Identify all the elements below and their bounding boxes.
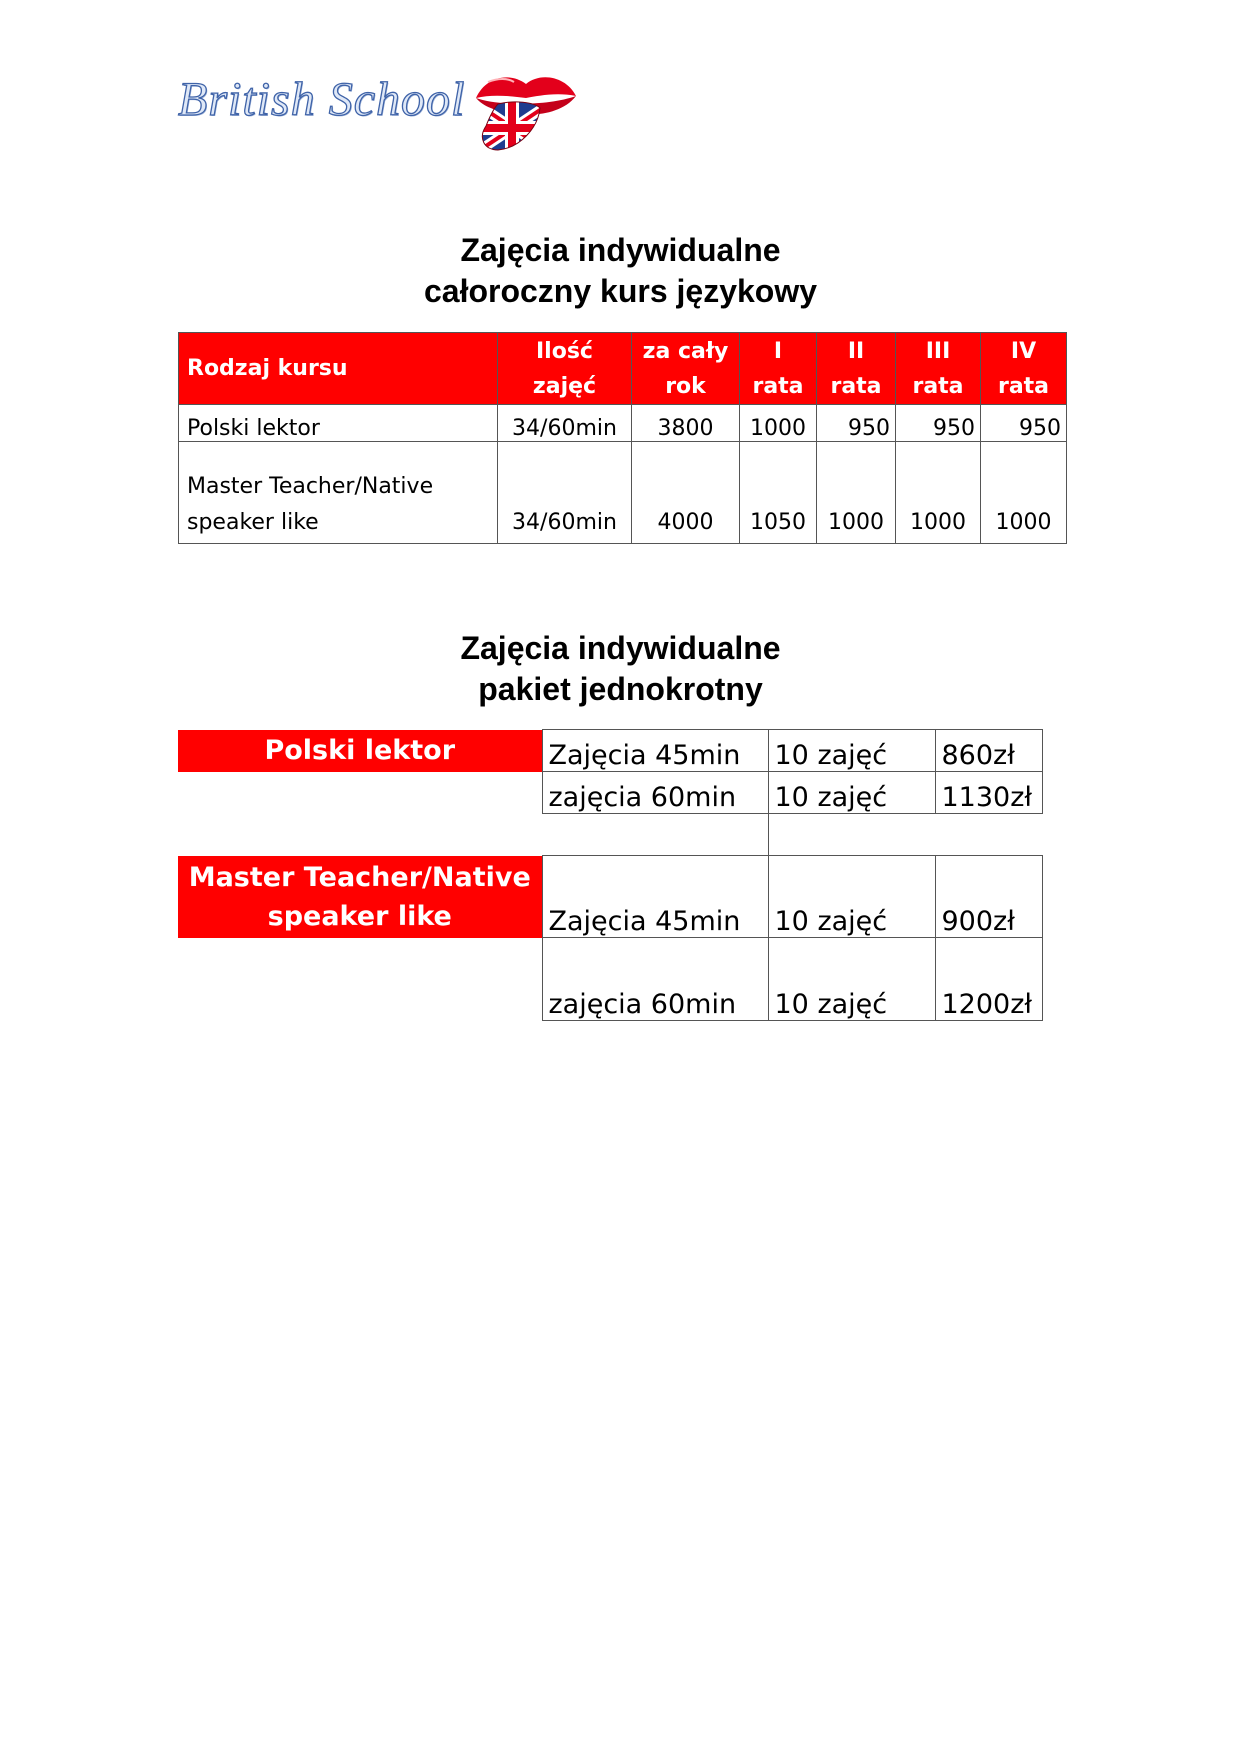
annual-course-price-table bbox=[178, 332, 1067, 544]
installment-2-price: 950 bbox=[817, 405, 896, 442]
header-full-year: za cały rok bbox=[632, 333, 740, 405]
sessions-value: 34/60min bbox=[498, 442, 632, 544]
installment-3-price: 1000 bbox=[896, 442, 981, 544]
course-name: Polski lektor bbox=[179, 405, 498, 442]
section1-title-line1: Zajęcia indywidualne bbox=[460, 232, 781, 268]
lesson-price: 1200zł bbox=[935, 938, 1042, 1021]
section1-title bbox=[0, 230, 1241, 312]
year-price: 4000 bbox=[632, 442, 740, 544]
header-installment-4: IV rata bbox=[981, 333, 1067, 405]
sessions-value: 34/60min bbox=[498, 405, 632, 442]
table-header-row bbox=[179, 333, 1067, 405]
group-label-polski-lektor: Polski lektor bbox=[178, 730, 542, 772]
header-course-type: Rodzaj kursu bbox=[179, 333, 498, 405]
header-sessions: Ilość zajęć bbox=[498, 333, 632, 405]
section2-title-line2: pakiet jednokrotny bbox=[478, 671, 763, 707]
lesson-type: Zajęcia 45min bbox=[542, 856, 768, 938]
table-row bbox=[178, 772, 1042, 814]
section2-title bbox=[0, 628, 1241, 710]
header-installment-3: III rata bbox=[896, 333, 981, 405]
group-label-master-teacher: Master Teacher/Native speaker like bbox=[178, 856, 542, 938]
installment-1-price: 1050 bbox=[740, 442, 817, 544]
section2-title-line1: Zajęcia indywidualne bbox=[460, 630, 781, 666]
lesson-price: 900zł bbox=[935, 856, 1042, 938]
single-package-price-table bbox=[178, 729, 1043, 1021]
course-name: Master Teacher/Native speaker like bbox=[179, 442, 498, 544]
header-installment-2: II rata bbox=[817, 333, 896, 405]
installment-1-price: 1000 bbox=[740, 405, 817, 442]
installment-4-price: 950 bbox=[981, 405, 1067, 442]
installment-4-price: 1000 bbox=[981, 442, 1067, 544]
installment-2-price: 1000 bbox=[817, 442, 896, 544]
table-row bbox=[178, 856, 1042, 938]
lesson-type: zajęcia 60min bbox=[542, 938, 768, 1021]
lesson-price: 860zł bbox=[935, 730, 1042, 772]
table-row bbox=[178, 938, 1042, 1021]
section1-title-line2: całoroczny kurs językowy bbox=[423, 273, 818, 309]
lips-flag-icon bbox=[468, 70, 578, 152]
lesson-count: 10 zajęć bbox=[768, 730, 935, 772]
lesson-count: 10 zajęć bbox=[768, 938, 935, 1021]
year-price: 3800 bbox=[632, 405, 740, 442]
installment-3-price: 950 bbox=[896, 405, 981, 442]
header-installment-1: I rata bbox=[740, 333, 817, 405]
table-row bbox=[179, 405, 1067, 442]
lesson-count: 10 zajęć bbox=[768, 856, 935, 938]
lesson-type: Zajęcia 45min bbox=[542, 730, 768, 772]
table-row bbox=[178, 730, 1042, 772]
table-row bbox=[179, 442, 1067, 544]
logo-text: British School bbox=[178, 73, 466, 126]
british-school-logo bbox=[178, 70, 578, 160]
lesson-count: 10 zajęć bbox=[768, 772, 935, 814]
lesson-price: 1130zł bbox=[935, 772, 1042, 814]
spacer-row bbox=[178, 814, 1042, 856]
lesson-type: zajęcia 60min bbox=[542, 772, 768, 814]
